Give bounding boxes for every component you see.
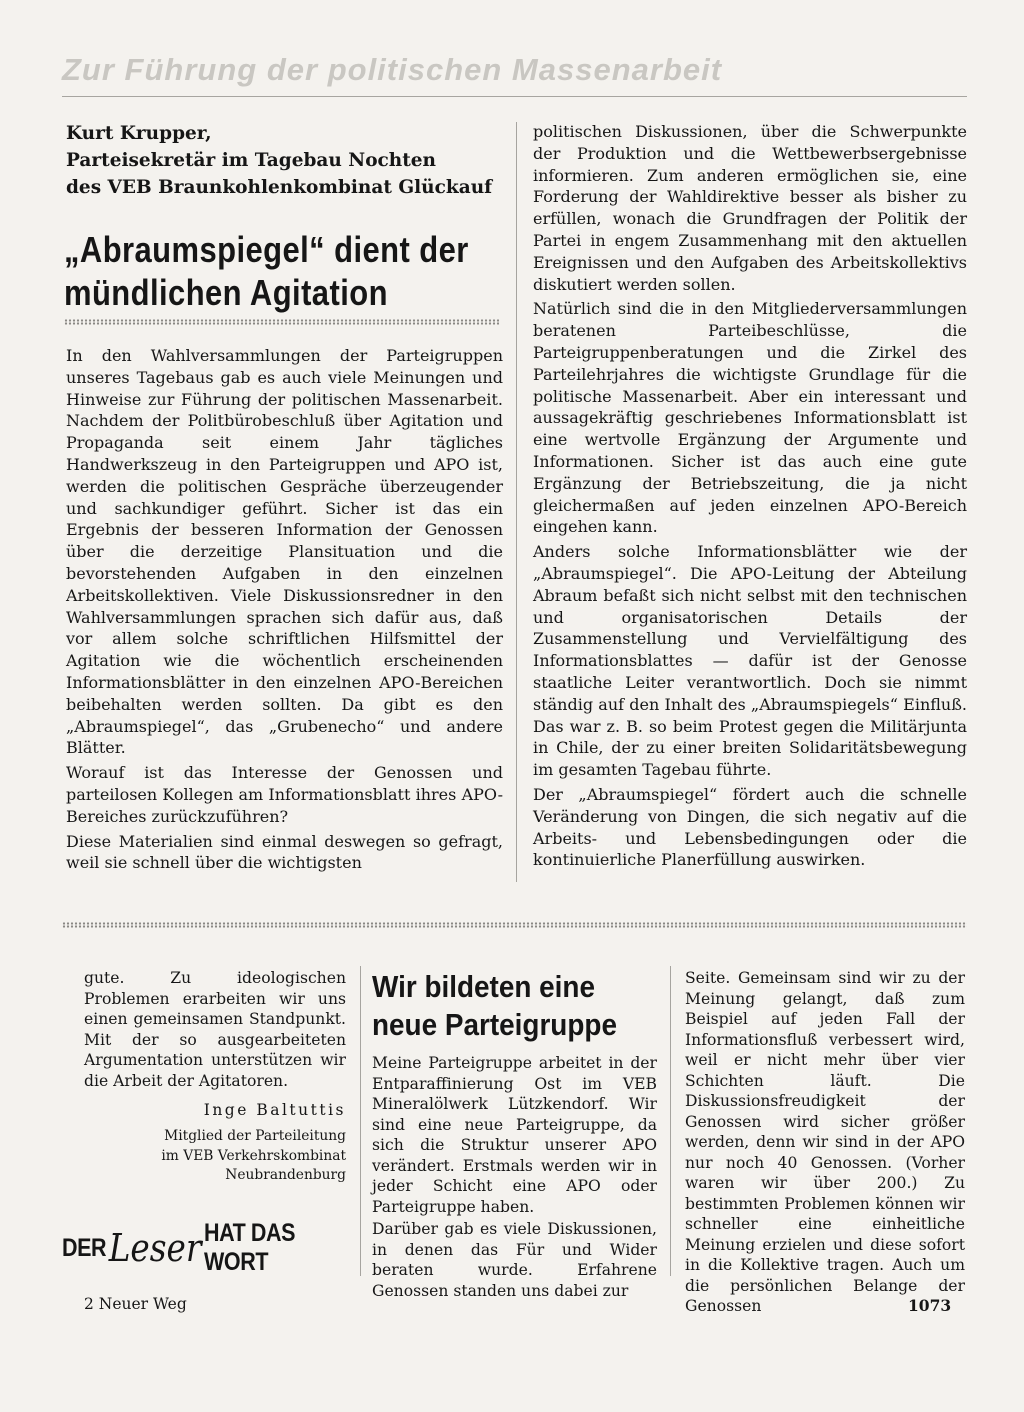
paragraph: gute. Zu ideologischen Problemen erarbeiten wir uns einen gemeinsamen Standpunkt. Mit der so ausgearbeiteten Argumentation unterstützen wir die Arbeit der Agitatoren. <box>84 969 346 1090</box>
paragraph: Meine Parteigruppe arbeitet in der Entparaffinierung Ost im VEB Mineralölwerk Lützkendorf. Wir sind eine neue Parteigruppe, da sich die Struktur unserer APO verändert. Erstmals werden wir in jeder Schicht eine APO oder Parteigruppe haben. <box>372 1054 657 1216</box>
paragraph: Diese Materialien sind einmal deswegen so gefragt, weil sie schnell über die wichtigsten <box>66 831 503 873</box>
headline-line: „Abraumspiegel“ dient der <box>64 229 469 270</box>
author-role: Parteisekretär im Tagebau Nochten <box>66 150 437 171</box>
logo-script-word: Leser <box>108 1226 202 1270</box>
column-divider <box>360 966 361 1276</box>
article-column-right <box>533 121 967 874</box>
paragraph: Anders solche Informationsblätter wie der „Abraumspiegel“. Die APO-Leitung der Abteilung Abraum befaßt sich nicht selbst mit den technischen und organisatorischen Details der Zusammenstellung und Vervielfältigung des Informationsblattes — dafür ist der Genosse staatliche Leiter verantwortlich. Doch sie nimmt ständig auf den Inhalt des „Abraumspiegels“ Einfluß. Das war z. B. so beim Protest gegen die Militärjunta in Chile, der zu einer breiten Solidaritätsbewegung im gesamten Tagebau führte. <box>533 542 967 780</box>
paragraph: Seite. Gemeinsam sind wir zu der Meinung gelangt, daß zum Beispiel auf jeden Fall der Informationsfluß verbessert wird, weil er nicht mehr über vier Schichten läuft. Die Diskussionsfreudigkeit der Genossen wird sicher größer werden, denn wir sind in der APO nur noch 40 Genossen. (Vorher waren wir über 200.) Zu bestimmten Problemen können wir schneller eine einheitliche Meinung erzielen und diese sofort in die Kollektive tragen. Auch um die persönlichen Belange der Genossen <box>685 969 965 1315</box>
article-column-left <box>66 345 503 877</box>
header-rule <box>62 96 967 97</box>
second-article-column-right <box>685 968 965 1319</box>
second-headline <box>372 968 642 1044</box>
section-logo <box>62 1219 303 1276</box>
second-article-column-middle <box>372 1053 657 1303</box>
footer-publication: 2 Neuer Weg <box>84 1295 187 1313</box>
paragraph: Natürlich sind die in den Mitgliederversammlungen beratenen Parteibeschlüsse, die Parteigruppenberatungen und die Zirkel des Parteilehrjahres die wichtigste Grundlage für die politische Massenarbeit. Aber ein interessant und aussagekräftig geschriebenes Informationsblatt ist eine wertvolle Ergänzung der Argumente und Informationen. Sicher ist das auch eine gute Ergänzung der Betriebszeitung, die ja nicht gleichermaßen auf jeden einzelnen APO-Bereich eingehen kann. <box>533 299 967 537</box>
column-divider <box>516 122 517 882</box>
headline-line: neue Parteigruppe <box>372 1007 617 1042</box>
paragraph: Worauf ist das Interesse der Genossen und parteilosen Kollegen am Informationsblatt ihres APO-Bereiches zurückzuführen? <box>66 763 503 826</box>
author-block <box>66 120 516 201</box>
running-head: Zur Führung der politischen Massenarbeit <box>62 52 723 87</box>
paragraph: politischen Diskussionen, über die Schwerpunkte der Produktion und die Wettbewerbsergebnisse informieren. Zum anderen ermöglichen sie, eine Forderung der Wahldirektive besser als bisher zu erfüllen, wonach die Grundfragen der Politik der Partei in engem Zusammenhang mit den aktuellen Ereignissen und den Aufgaben des Arbeitskollektivs diskutiert werden sollen. <box>533 122 967 294</box>
headline-line: mündlichen Agitation <box>64 272 388 313</box>
author-name: Kurt Krupper, <box>66 123 212 144</box>
role-line: im VEB Verkehrskombinat <box>161 1147 346 1164</box>
paragraph: In den Wahlversammlungen der Parteigruppen unseres Tagebaus gab es auch viele Meinungen und Hinweise zur Führung der politischen Massenarbeit. Nachdem der Politbürobeschluß über Agitation und Propaganda seit einem Jahr tägliches Handwerkszeug in den Parteigruppen und APO ist, werden die politischen Gespräche überzeugender und sachkundiger geführt. Sicher ist das ein Ergebnis der besseren Information der Genossen über die derzeitige Plansituation und die bevorstehenden Aufgaben in den einzelnen Arbeitskollektiven. Viele Diskussionsredner in den Wahlversammlungen sprachen sich dafür aus, daß vor allem solche schriftlichen Hilfsmittel der Agitation wie die wöchentlich erscheinenden Informationsblätter in den einzelnen APO-Bereichen beibehalten werden sollten. Da gibt es den „Abraumspiegel“, das „Grubenecho“ und andere Blätter. <box>66 346 503 758</box>
author-employer: des VEB Braunkohlenkombinat Glückauf <box>66 177 493 198</box>
paragraph: Der „Abraumspiegel“ fördert auch die schnelle Veränderung von Dingen, die sich negativ auf die Arbeits- und Lebensbedingungen oder die kontinuierliche Planerfüllung auswirken. <box>533 784 967 870</box>
role-line: Mitglied der Parteileitung <box>164 1128 346 1144</box>
logo-word: HAT DAS WORT <box>204 1219 296 1276</box>
letter-column <box>84 968 346 1093</box>
page-number: 1073 <box>908 1296 952 1315</box>
signature-role <box>110 1127 346 1186</box>
headline-line: Wir bildeten eine <box>372 969 595 1004</box>
letter-signature: Inge Baltuttis <box>203 1101 346 1119</box>
column-divider <box>670 966 671 1276</box>
headline-divider <box>64 319 499 325</box>
section-divider <box>62 922 967 928</box>
logo-word: DER <box>62 1233 107 1262</box>
paragraph: Darüber gab es viele Diskussionen, in denen das Für und Wider beraten wurde. Erfahrene Genossen standen uns dabei zur <box>372 1220 657 1300</box>
role-line: Neubrandenburg <box>225 1167 346 1183</box>
article-headline <box>64 228 511 314</box>
